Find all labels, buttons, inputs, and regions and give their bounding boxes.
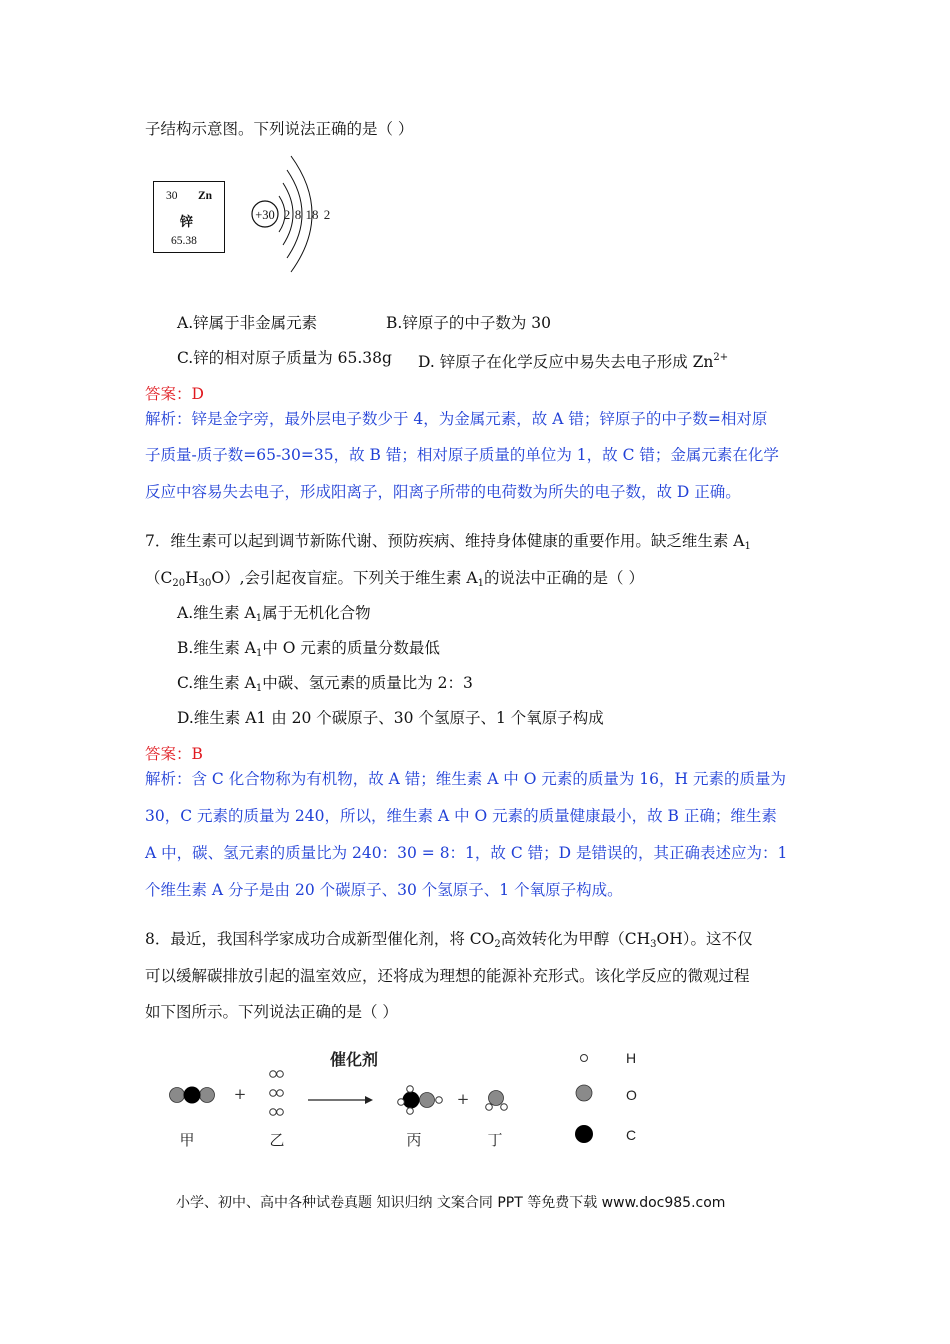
legend-hydrogen-icon [581,1055,588,1062]
nucleus-charge: +30 [255,208,275,222]
label-jia: 甲 [179,1131,195,1149]
q6-option-c: C.锌的相对原子质量为 65.38g [177,349,392,367]
q7-analysis-line-2: 30，C 元素的质量为 240，所以，维生素 A 中 O 元素的质量健康最小，故 B 正确；维生素 [145,807,777,825]
catalyst-label: 催化剂 [330,1050,379,1069]
q7-analysis-line-3: A 中，碳、氢元素的质量比为 240：30 = 8：1，故 C 错；D 是错误的，其正确表述应为：1 [145,844,788,862]
shell-2-electrons: 8 [294,207,302,222]
label-bing: 丙 [406,1131,422,1149]
q6-analysis-line-1: 解析：锌是金字旁，最外层电子数少于 4，为金属元素，故 A 错；锌原子的中子数=相对原 [145,410,768,428]
element-symbol: Zn [198,190,213,202]
q7-stem-line-2: $(C_{20}H_{30}O)$,会引起夜盲症。下列关于维生素 $A_1$的说法中正确的是（ ） [145,569,644,589]
legend-o-label: O [626,1087,637,1103]
shell-1-electrons: 2 [283,207,291,222]
q7-option-d: D.维生素 A1 由 20 个碳原子、30 个氢原子、1 个氧原子构成 [177,709,604,727]
q6-option-b: B.锌原子的中子数为 30 [386,314,551,332]
shell-4-electrons: 2 [323,207,331,222]
page-footer: 小学、初中、高中各种试卷真题 知识归纳 文案合同 PPT 等免费下载 www.doc985.com [176,1195,726,1211]
atomic-number: 30 [166,190,178,202]
element-name: 锌 [180,214,194,229]
molecule-ding [486,1091,508,1111]
reaction-diagram [160,1045,660,1155]
q6-option-a: A.锌属于非金属元素 [177,314,318,332]
q7-stem-line-1: 7．维生素可以起到调节新陈代谢、预防疾病、维持身体健康的重要作用。缺乏维生素 $A_1$ [145,532,751,552]
molecule-bing [398,1086,443,1115]
q7-option-a: A.维生素 $A_1$属于无机化合物 [177,604,371,624]
q7-option-b: B.维生素 $A_1$中 O 元素的质量分数最低 [177,639,440,659]
molecule-jia [170,1087,215,1104]
shell-3-electrons: 18 [305,207,319,222]
q6-stem: 子结构示意图。下列说法正确的是（ ） [145,120,414,138]
q7-analysis-line-1: 解析：含 C 化合物称为有机物，故 A 错；维生素 A 中 O 元素的质量为 16，H 元素的质量为 [145,770,786,788]
q7-option-c: C.维生素 $A_1$中碳、氢元素的质量比为 2：3 [177,674,473,694]
q7-analysis-line-4: 个维生素 A 分子是由 20 个碳原子、30 个氢原子、1 个氧原子构成。 [145,881,623,899]
q8-stem-line-1: 8．最近，我国科学家成功合成新型催化剂，将 $CO_2$高效转化为甲醇$(CH_3OH)$。这不仅 [145,930,753,950]
q7-answer: 答案：B [145,745,203,763]
atom-structure-diagram [245,150,345,275]
legend-oxygen-icon [576,1085,592,1101]
molecule-yi [270,1071,284,1116]
label-yi: 乙 [269,1131,285,1149]
q6-analysis-line-3: 反应中容易失去电子，形成阳离子，阳离子所带的电荷数为所失的电子数，故 D 正确。 [145,483,741,501]
q8-stem-line-2: 可以缓解碳排放引起的温室效应，还将成为理想的能源补充形式。该化学反应的微观过程 [145,967,750,985]
label-ding: 丁 [487,1131,503,1149]
plus-sign-2: + [456,1090,470,1108]
q6-analysis-line-2: 子质量-质子数=65-30=35，故 B 错；相对原子质量的单位为 1，故 C 错；金属元素在化学 [145,446,779,464]
atomic-mass: 65.38 [171,235,197,247]
arrow-head [365,1096,373,1104]
q6-answer: 答案：D [145,385,204,403]
q8-stem-line-3: 如下图所示。下列说法正确的是（ ） [145,1003,398,1021]
legend-c-label: C [626,1127,637,1143]
q6-option-d: D. 锌原子在化学反应中易失去电子形成 $Zn^{2+}$ [418,352,729,371]
atom-legend [575,1050,637,1143]
plus-sign-1: + [233,1085,247,1103]
legend-carbon-icon [575,1125,593,1143]
element-card [153,181,225,253]
legend-h-label: H [626,1050,637,1066]
